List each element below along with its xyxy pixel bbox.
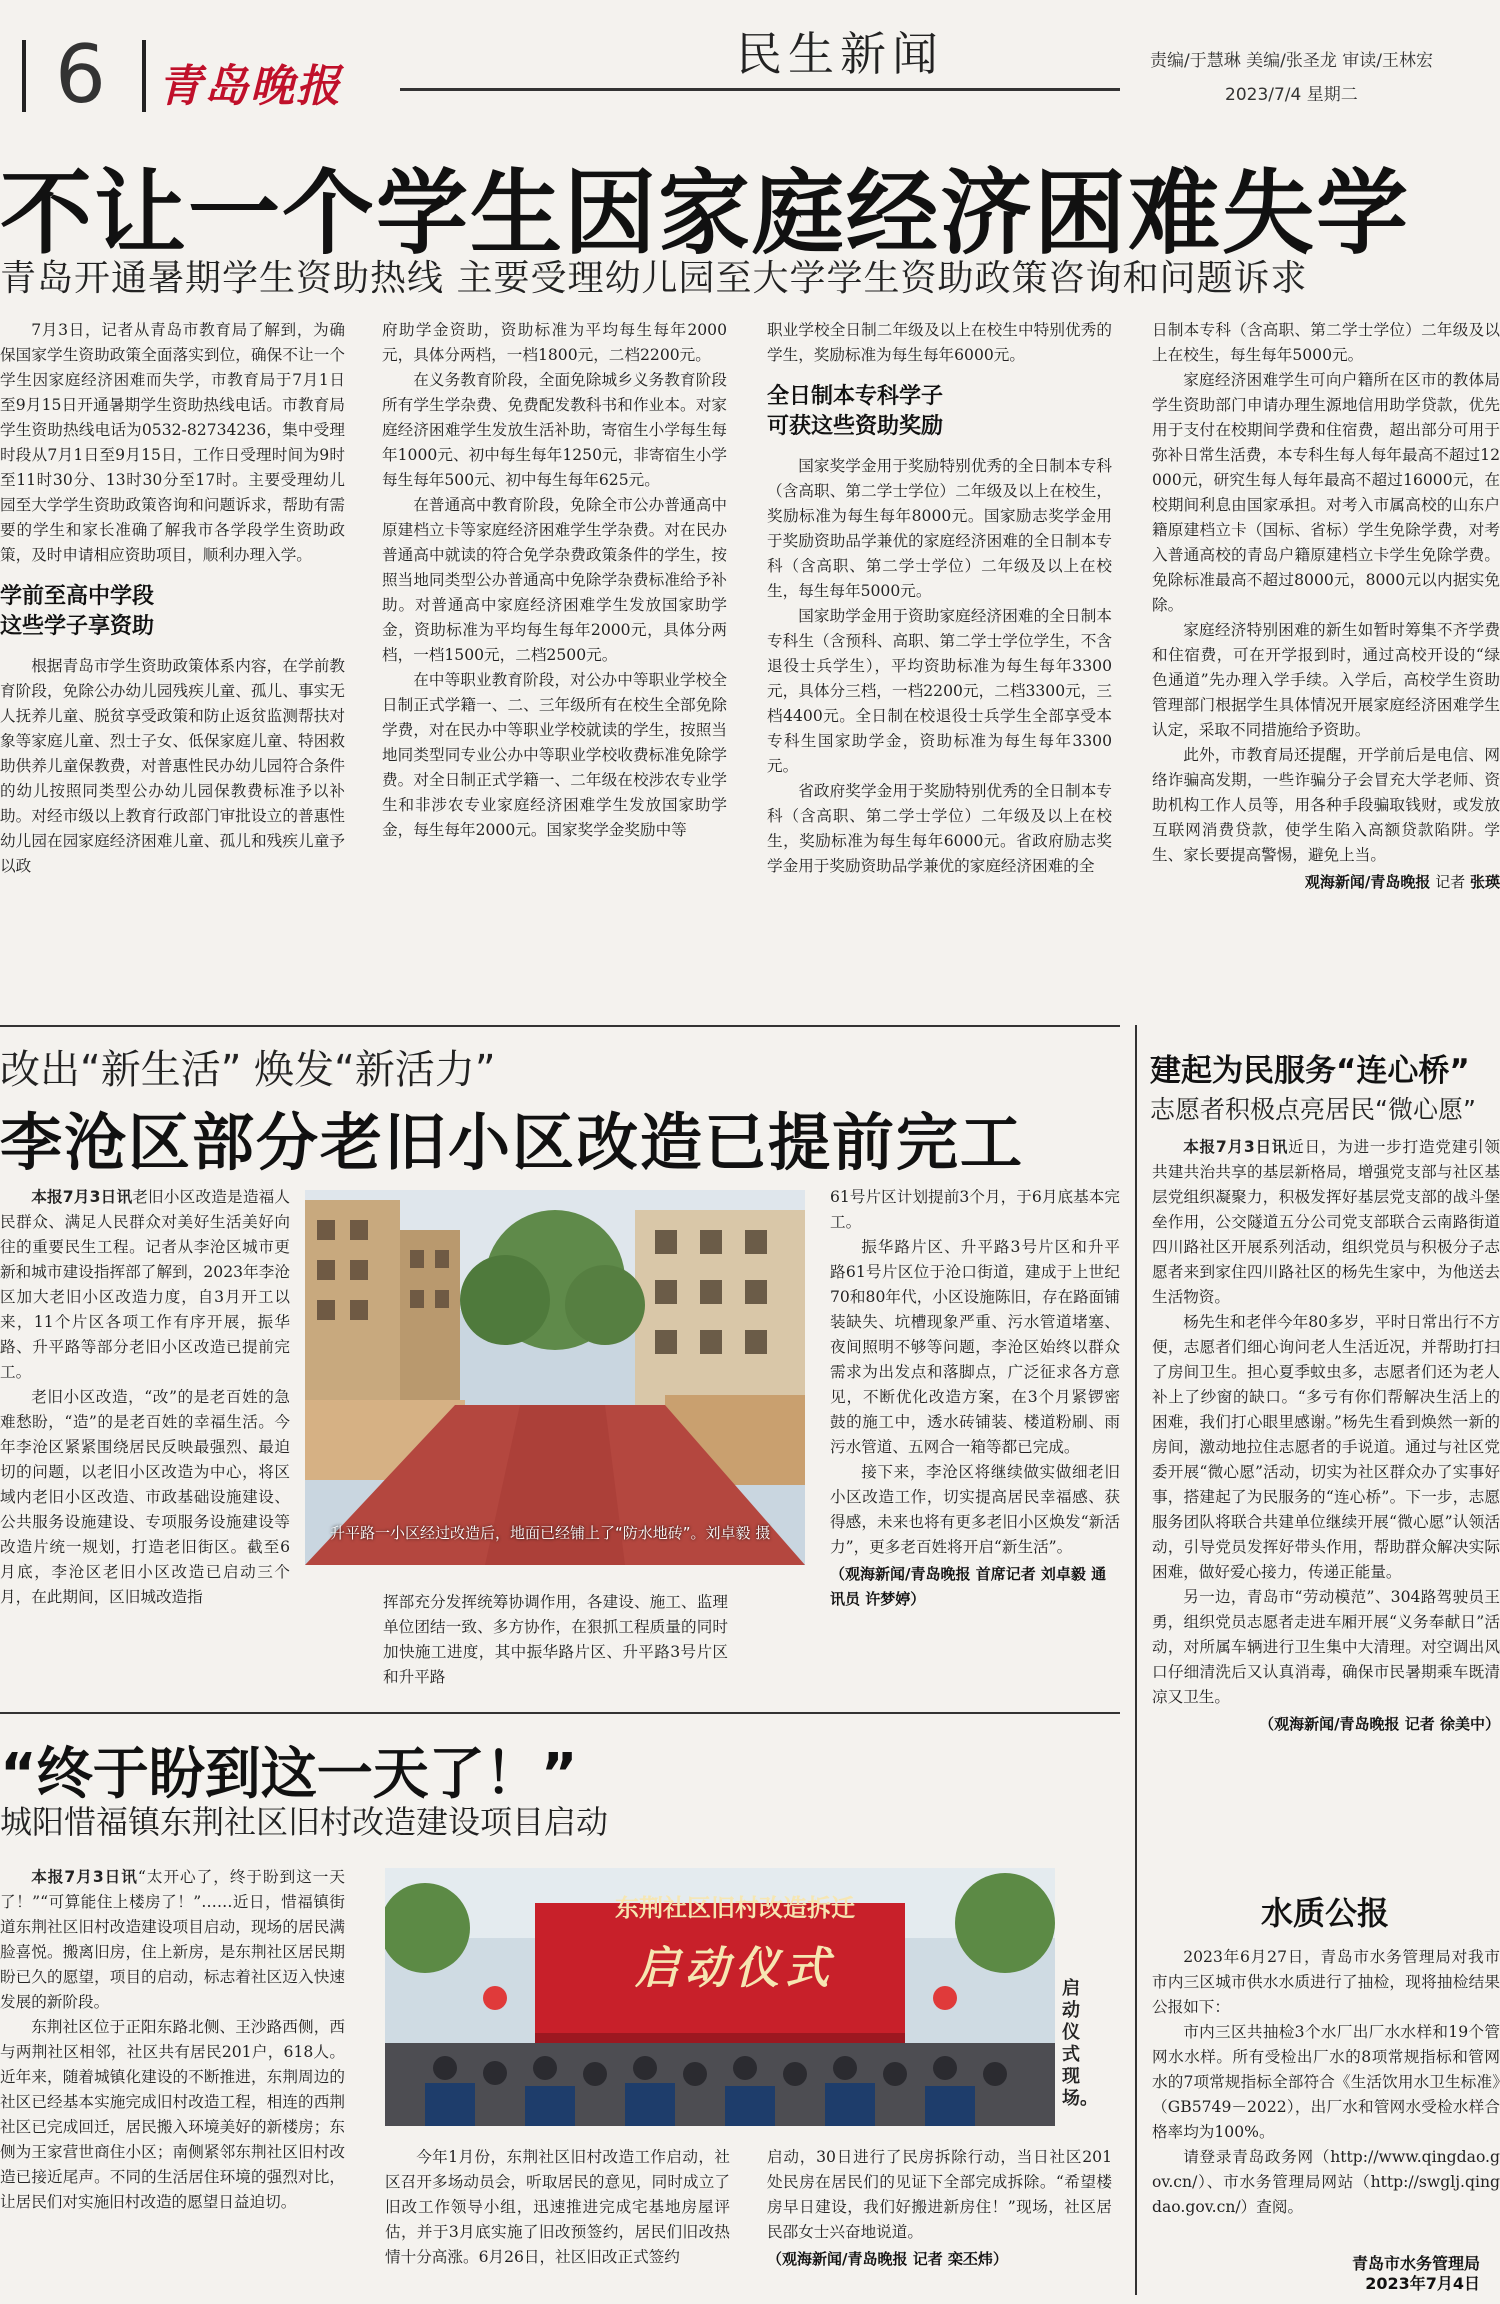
sidebar-paragraph: 杨先生和老伴今年80多岁，平时日常出行不方便，志愿者们细心询问老人生活近况，并帮助打扫了房间卫生。担心夏季蚊虫多，志愿者们还为老人补上了纱窗的缺口。“多亏有你们帮解决生活上的困难，我们打心眼里感谢。”杨先生看到焕然一新的房间，激动地拉住志愿者的手说道。通过与社区党委开展“微心愿”活动，切实为社区群众办了实事好事，搭建起了为民服务的“连心桥”。下一步，志愿服务团队将联合共建单位继续开展“微心愿”认领活动，引导党员发挥好带头作用，帮助群众解决实际困难，做好爱心接力，传递正能量。	[1152, 1313, 1500, 1581]
header-rule	[400, 88, 1120, 91]
water-quality-body	[1152, 1945, 1500, 2245]
article2-kicker: 改出“新生活” 焕发“新活力”	[0, 1047, 496, 1093]
article3-subheadline: 城阳惜福镇东荆社区旧村改造建设项目启动	[0, 1803, 609, 1841]
newspaper-logo: 青岛晚报	[158, 61, 342, 112]
byline-source: 观海新闻/青岛晚报	[1304, 873, 1431, 891]
article1-paragraph: 此外，市教育局还提醒，开学前后是电信、网络诈骗高发期，一些诈骗分子会冒充大学老师、资助机构工作人员等，用各种手段骗取钱财，或发放互联网消费贷款，使学生陷入高额贷款陷阱。学生、家长要提高警惕，避免上当。	[1152, 746, 1500, 864]
water-quality-title: 水质公报	[1260, 1894, 1389, 1932]
article2-byline: （观海新闻/青岛晚报 首席记者 刘卓毅 通讯员 许梦婷）	[830, 1565, 1107, 1608]
section-rule	[0, 1712, 1120, 1714]
section-rule	[0, 1025, 1120, 1027]
article2-column-1	[0, 1185, 290, 1695]
article1-intro: 7月3日，记者从青岛市教育局了解到，为确保国家学生资助政策全面落实到位，确保不让一个学生因家庭经济困难而失学，市教育局于7月1日至9月15日开通暑期学生资助热线电话。市教育局学生资助热线电话为0532-82734236，集中受理时段从7月1日至9月15日，工作日受理时间为9时至11时30分、13时30分至17时。主要受理幼儿园至大学学生资助政策咨询和问题诉求，帮助有需要的学生和家长准确了解我市各学段学生资助政策，及时申请相应资助项目，顺利办理入学。	[0, 321, 345, 564]
article1-paragraph: 在普通高中教育阶段，免除全市公办普通高中原建档立卡等家庭经济困难学生学杂费。对在民办普通高中就读的符合免学杂费政策条件的学生，按照当地同类型公办普通高中免除学杂费标准给予补助。对普通高中家庭经济困难学生发放国家助学金，资助标准为平均每生每年2000元，具体分两档，一档1500元，二档2500元。	[382, 496, 727, 664]
article1-headline: 不让一个学生因家庭经济困难失学	[0, 160, 1411, 267]
article2-column-3	[830, 1185, 1120, 1700]
sidebar-headline: 建起为民服务“连心桥”	[1150, 1053, 1470, 1089]
article3-paragraph: 本报7月3日讯“太开心了，终于盼到这一天了！”“可算能住上楼房了！”……近日，惜福镇街道东荆社区旧村改造建设项目启动，现场的居民满脸喜悦。搬离旧房，住上新房，是东荆社区居民期盼已久的愿望，项目的启动，标志着社区迈入快速发展的新阶段。	[0, 1868, 345, 2011]
article3-paragraph: 启动，30日进行了民房拆除行动，当日社区201处民房在居民们的见证下全部完成拆除。“希望楼房早日建设，我们好搬进新房住！”现场，社区居民邵女士兴奋地说道。	[767, 2148, 1112, 2241]
renovated-street-photo	[305, 1190, 805, 1565]
banner-text-1: 东荆社区旧村改造拆迁	[615, 1894, 855, 1922]
article1-column-2	[382, 318, 727, 1008]
signature-date: 2023年7月4日	[1365, 2274, 1480, 2293]
section-title: 民生新闻	[736, 27, 944, 81]
article3-dateline: 本报7月3日讯	[31, 1868, 138, 1886]
article1-paragraph: 国家助学金用于资助家庭经济困难的全日制本专科生（含预科、高职、第二学士学位学生，不含退役士兵学生），平均资助标准为每生每年3300元，具体分三档，一档2200元，二档3300元，三档4400元。全日制在校退役士兵学生全部享受本专科生国家助学金，资助标准为每生每年3300元。	[767, 607, 1112, 775]
article1-paragraph: 在义务教育阶段，全面免除城乡义务教育阶段所有学生学杂费、免费配发教科书和作业本。对家庭经济困难学生发放生活补助，寄宿生小学每生每年1000元、初中每生每年1250元，非寄宿生小学每生每年500元、初中每生每年625元。	[382, 371, 727, 489]
water-quality-paragraph: 2023年6月27日，青岛市水务管理局对我市市内三区城市供水水质进行了抽检，现将抽检结果公报如下：	[1152, 1948, 1500, 2016]
article2-paragraph: 接下来，李沧区将继续做实做细老旧小区改造工作，切实提高居民幸福感、获得感，未来也将有更多老旧小区焕发“新活力”，更多老百姓将开启“新生活”。	[830, 1463, 1120, 1556]
article2-paragraph: 本报7月3日讯老旧小区改造是造福人民群众、满足人民群众对美好生活美好向往的重要民生工程。记者从李沧区城市更新和城市建设指挥部了解到，2023年李沧区加大老旧小区改造力度，自3月开工以来，11个片区各项工作有序开展，振华路、升平路等部分老旧小区改造已提前完工。	[0, 1188, 290, 1381]
article3-column-1	[0, 1865, 345, 2295]
header-divider	[22, 40, 26, 112]
article2-column-2	[383, 1590, 728, 1700]
article2-headline: 李沧区部分老旧小区改造已提前完工	[0, 1106, 1025, 1179]
issue-date: 2023/7/4 星期二	[1225, 85, 1358, 105]
article3-paragraph: 东荆社区位于正阳东路北侧、王沙路西侧，西与两荆社区相邻，社区共有居民201户，618人。近年来，随着城镇化建设的不断推进，东荆周边的社区已经基本实施完成旧村改造工程，相连的西荆社区已完成回迁，居民搬入环境美好的新楼房；东侧为王家营世商住小区；南侧紧邻东荆社区旧村改造已接近尾声。不同的生活居住环境的强烈对比，让居民们对实施旧村改造的愿望日益迫切。	[0, 2018, 345, 2211]
sidebar-article-body	[1152, 1135, 1500, 1880]
photo2-caption: 启动仪式现场。	[1062, 1978, 1098, 2109]
byline-name: 张瑛	[1469, 873, 1500, 891]
article1-paragraph: 根据青岛市学生资助政策体系内容，在学前教育阶段，免除公办幼儿园残疾儿童、孤儿、事实无人抚养儿童、脱贫享受政策和防止返贫监测帮扶对象等家庭儿童、烈士子女、低保家庭儿童、特困救助供养儿童保教费，对普惠性民办幼儿园符合条件的幼儿按照同类型公办幼儿园保教费标准予以补助。对经市级以上教育行政部门审批设立的普惠性幼儿园在园家庭经济困难儿童、孤儿和残疾儿童予以政	[0, 657, 345, 875]
sidebar-dateline: 本报7月3日讯	[1183, 1138, 1289, 1156]
article1-paragraph: 省政府奖学金用于奖励特别优秀的全日制本专科（含高职、第二学士学位）二年级及以上在校生，奖励标准为每生每年6000元。省政府励志奖学金用于奖励资助品学兼优的家庭经济困难的全	[767, 782, 1112, 875]
byline-role: 记者	[1435, 873, 1466, 891]
article1-subhead-2: 全日制本专科学子 可获这些资助奖励	[767, 384, 944, 439]
sidebar-paragraph: 本报7月3日讯近日，为进一步打造党建引领共建共治共享的基层新格局，增强党支部与社区基层党组织凝聚力，积极发挥好基层党支部的战斗堡垒作用，公交隧道五分公司党支部联合云南路街道四川路社区开展系列活动，组织党员与积极分子志愿者来到家住四川路社区的杨先生家中，为他送去生活物资。	[1152, 1138, 1500, 1306]
header-divider	[142, 40, 146, 112]
article1-paragraph: 国家奖学金用于奖励特别优秀的全日制本专科（含高职、第二学士学位）二年级及以上在校生，奖励标准为每生每年8000元。国家励志奖学金用于奖励资助品学兼优的家庭经济困难的全日制本专科（含高职、第二学士学位）二年级及以上在校生，每生每年5000元。	[767, 457, 1112, 600]
photo1-caption: 升平路一小区经过改造后，地面已经铺上了“防水地砖”。刘卓毅 摄	[330, 1524, 771, 1542]
article2-paragraph: 61号片区计划提前3个月，于6月底基本完工。	[830, 1188, 1120, 1231]
article1-paragraph: 家庭经济困难学生可向户籍所在区市的教体局学生资助部门申请办理生源地信用助学贷款，优先用于支付在校期间学费和住宿费，超出部分可用于弥补日常生活费，本专科生每人每年最高不超过12000元，研究生每人每年最高不超过16000元，在校期间利息由国家承担。对考入市属高校的山东户籍原建档立卡（国标、省标）学生免除学费，对考入普通高校的青岛户籍原建档立卡学生免除学费。免除标准最高不超过8000元，8000元以内据实免除。	[1152, 371, 1500, 614]
article1-column-1	[0, 318, 345, 1008]
article2-paragraph: 挥部充分发挥统筹协调作用，各建设、施工、监理单位团结一致、多方协作，在狠抓工程质量的同时加快施工进度，其中振华路片区、升平路3号片区和升平路	[383, 1593, 728, 1686]
article1-paragraph: 在中等职业教育阶段，对公办中等职业学校全日制正式学籍一、二、三年级所有在校生全部免除学费，对在民办中等职业学校就读的学生，按照当地同类型同专业公办中等职业学校收费标准免除学费。对全日制正式学籍一、二年级在校涉农专业学生和非涉农专业家庭经济困难学生发放国家助学金，每生每年2000元。国家奖学金奖励中等	[382, 671, 727, 839]
editor-credits: 责编/于慧琳 美编/张圣龙 审读/王林宏	[1150, 51, 1433, 71]
water-quality-paragraph: 市内三区共抽检3个水厂出厂水水样和19个管网水水样。所有受检出厂水的8项常规指标和管网水的7项常规指标全部符合《生活饮用水卫生标准》（GB5749－2022），出厂水和管网水受检水样合格率均为100%。	[1152, 2023, 1500, 2141]
article3-byline: （观海新闻/青岛晚报 记者 栾丕炜）	[767, 2250, 1008, 2268]
signature-org: 青岛市水务管理局	[1351, 2254, 1480, 2273]
sidebar-subheadline: 志愿者积极点亮居民“微心愿”	[1150, 1095, 1476, 1124]
column-rule	[1135, 1025, 1137, 2295]
article3-headline: “终于盼到这一天了！”	[0, 1742, 578, 1807]
article1-paragraph: 府助学金资助，资助标准为平均每生每年2000元，具体分两档，一档1800元，二档2200元。	[382, 321, 727, 364]
article1-subhead-1: 学前至高中学段 这些学子享资助	[0, 584, 155, 639]
street-photo-image	[305, 1190, 805, 1565]
sidebar-byline: （观海新闻/青岛晚报 记者 徐美中）	[1259, 1715, 1500, 1733]
water-quality-signature	[1150, 2254, 1480, 2294]
article3-column-3	[767, 2145, 1112, 2295]
article2-paragraph: 老旧小区改造，“改”的是老百姓的急难愁盼，“造”的是老百姓的幸福生活。今年李沧区紧紧围绕居民反映最强烈、最迫切的问题，以老旧小区改造为中心，将区域内老旧小区改造、市政基础设施建设、公共服务设施建设、专项服务设施建设等改造片统一规划，打造老旧街区。截至6月底，李沧区老旧小区改造已启动三个月，在此期间，区旧城改造指	[0, 1388, 290, 1606]
banner-text-2: 启动仪式	[635, 1943, 835, 1994]
article2-dateline: 本报7月3日讯	[31, 1188, 133, 1206]
sidebar-paragraph: 另一边，青岛市“劳动模范”、304路驾驶员王勇，组织党员志愿者走进车厢开展“义务奉献日”活动，对所属车辆进行卫生集中大清理。对空调出风口仔细清洗后又认真消毒，确保市民暑期乘车既清凉又卫生。	[1152, 1588, 1500, 1706]
article3-column-2	[385, 2145, 730, 2295]
article1-column-4	[1152, 318, 1500, 1008]
article1-column-3	[767, 318, 1112, 1008]
article3-paragraph: 今年1月份，东荆社区旧村改造工作启动，社区召开多场动员会，听取居民的意见，同时成立了旧改工作领导小组，迅速推进完成宅基地房屋评估，并于3月底实施了旧改预签约，居民们旧改热情十分高涨。6月26日，社区旧改正式签约	[385, 2148, 730, 2266]
article1-paragraph: 日制本专科（含高职、第二学士学位）二年级及以上在校生，每生每年5000元。	[1152, 321, 1500, 364]
article1-byline	[1152, 870, 1500, 895]
page-header	[0, 0, 1500, 125]
article1-subheadline: 青岛开通暑期学生资助热线 主要受理幼儿园至大学学生资助政策咨询和问题诉求	[0, 258, 1308, 299]
article1-paragraph: 家庭经济特别困难的新生如暂时筹集不齐学费和住宿费，可在开学报到时，通过高校开设的“绿色通道”先办理入学手续。入学后，高校学生资助管理部门根据学生具体情况开展家庭经济困难学生认定，采取不同措施给予资助。	[1152, 621, 1500, 739]
water-quality-paragraph: 请登录青岛政务网（http://www.qingdao.gov.cn/）、市水务管理局网站（http://swglj.qingdao.gov.cn/）查阅。	[1152, 2148, 1500, 2216]
article2-paragraph: 振华路片区、升平路3号片区和升平路61号片区位于沧口街道，建成于上世纪70和80年代，小区设施陈旧，存在路面铺装缺失、坑槽现象严重、污水管道堵塞、夜间照明不够等问题，李沧区始终以群众需求为出发点和落脚点，广泛征求各方意见，不断优化改造方案，在3个月紧锣密鼓的施工中，透水砖铺装、楼道粉刷、雨污水管道、五网合一箱等都已完成。	[830, 1238, 1120, 1456]
page-number: 6	[55, 28, 106, 121]
article1-paragraph: 职业学校全日制二年级及以上在校生中特别优秀的学生，奖励标准为每生每年6000元。	[767, 321, 1112, 364]
